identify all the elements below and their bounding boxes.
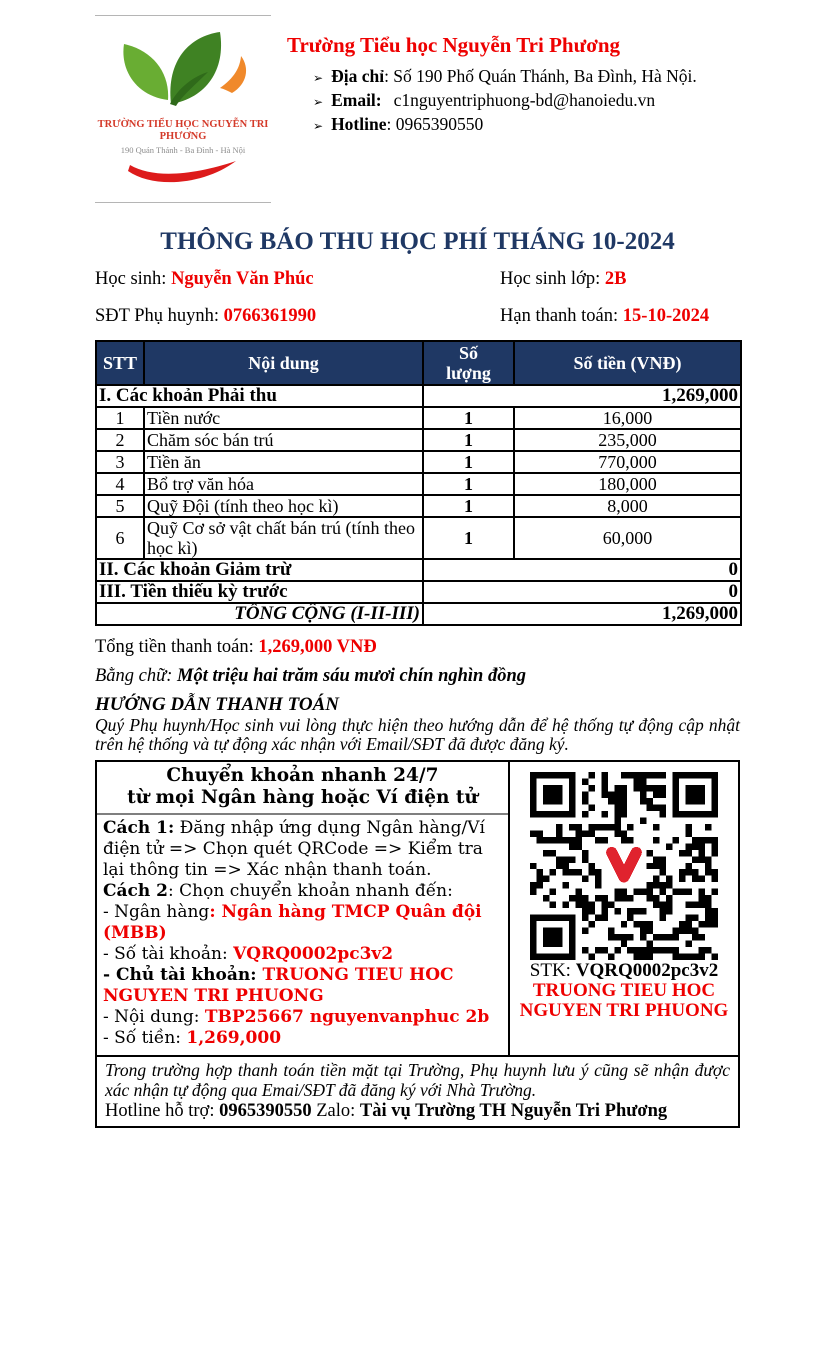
student-info	[95, 269, 740, 327]
page-title: THÔNG BÁO THU HỌC PHÍ THÁNG 10-2024	[160, 228, 675, 255]
payment-box	[95, 760, 740, 1128]
email-label: Email:	[331, 90, 382, 110]
table-row: 4 Bổ trợ văn hóa 1 180,000	[96, 473, 741, 495]
hotline-row	[313, 113, 739, 137]
hotline-value: : 0965390550	[386, 114, 484, 134]
section1-label: I. Các khoản Phải thu	[96, 385, 423, 407]
contact-list	[287, 65, 739, 137]
total-row	[96, 603, 741, 625]
qr-stk-line: STK: VQRQ0002pc3v2	[529, 960, 719, 981]
student-name-line: Học sinh: Nguyễn Văn Phúc	[95, 269, 314, 289]
arrow-bullet-icon: ➢	[313, 95, 324, 109]
account-holder-value: TRUONG TIEU HOC NGUYEN TRI PHUONG	[103, 965, 454, 1006]
transfer-amount-value: 1,269,000	[186, 1028, 282, 1048]
due-date-value: 15-10-2024	[622, 306, 710, 326]
table-row: 6 Quỹ Cơ sở vật chất bán trú (tính theo học kì) 1 60,000	[96, 517, 741, 559]
student-name-value: Nguyễn Văn Phúc	[171, 269, 314, 289]
total-label: TỔNG CỘNG (I-II-III)	[96, 603, 423, 625]
payment-guide-title: HƯỚNG DẪN THANH TOÁN	[95, 694, 339, 715]
bank-line: - Ngân hàng: Ngân hàng TMCP Quân đội (MBB)	[103, 902, 482, 943]
qr-stk-value: VQRQ0002pc3v2	[575, 960, 719, 981]
school-logo	[95, 15, 271, 203]
col-header-content: Nội dung	[144, 341, 423, 385]
logo-school-name: TRƯỜNG TIỂU HỌC NGUYỄN TRI PHƯƠNG	[97, 119, 269, 142]
col-header-stt: STT	[96, 341, 144, 385]
account-number-value: VQRQ0002pc3v2	[233, 944, 394, 964]
school-info	[287, 15, 739, 203]
arrow-bullet-icon: ➢	[313, 71, 324, 85]
bank-value: : Ngân hàng TMCP Quân đội (MBB)	[103, 902, 482, 943]
table-row: 5 Quỹ Đội (tính theo học kì) 1 8,000	[96, 495, 741, 517]
table-header-row	[96, 341, 741, 385]
document-content	[95, 0, 740, 1128]
parent-phone-value: 0766361990	[223, 306, 317, 326]
due-date-line: Hạn thanh toán: 15-10-2024	[500, 306, 710, 326]
payment-box-body	[97, 815, 508, 1055]
hotline-label: Hotline	[331, 114, 387, 134]
section2-amount: 0	[423, 559, 741, 581]
qr-holder-name: TRUONG TIEU HOC NGUYEN TRI PHUONG	[519, 980, 729, 1021]
account-line: - Số tài khoản: VQRQ0002pc3v2	[103, 944, 394, 964]
fee-table	[95, 340, 742, 626]
parent-phone-line: SĐT Phụ huynh: 0766361990	[95, 306, 317, 326]
logo-swoosh-icon	[124, 159, 242, 185]
arrow-bullet-icon: ➢	[313, 119, 324, 133]
document-header	[95, 15, 740, 203]
col-header-qty: Số lượng	[423, 341, 514, 385]
logo-leaves-icon	[108, 26, 258, 114]
support-hotline-line: Hotline hỗ trợ: 0965390550 Zalo: Tài vụ Trường TH Nguyễn Tri Phương	[105, 1101, 668, 1121]
method2-line: Cách 2: Chọn chuyển khoản nhanh đến:	[103, 881, 453, 901]
logo-address: 190 Quán Thánh - Ba Đình - Hà Nội	[120, 145, 246, 155]
table-row: 2 Chăm sóc bán trú 1 235,000	[96, 429, 741, 451]
support-hotline-value: 0965390550	[219, 1101, 312, 1121]
section3-amount: 0	[423, 581, 741, 603]
holder-line: - Chủ tài khoản: TRUONG TIEU HOC NGUYEN TRI PHUONG	[103, 965, 454, 1006]
email-row	[313, 89, 739, 113]
school-name: Trường Tiểu học Nguyễn Tri Phương	[287, 33, 620, 57]
payment-instructions	[97, 762, 510, 1055]
qr-code	[530, 772, 718, 960]
total-payment-value: 1,269,000 VNĐ	[258, 637, 377, 657]
method1-line: Cách 1: Đăng nhập ứng dụng Ngân hàng/Ví điện tử => Chọn quét QRCode => Kiểm tra lại thông tin => Xác nhận thanh toán.	[103, 818, 485, 880]
zalo-contact-value: Tài vụ Trường TH Nguyễn Tri Phương	[359, 1101, 668, 1121]
table-row: 3 Tiền ăn 1 770,000	[96, 451, 741, 473]
student-class-value: 2B	[604, 269, 627, 289]
address-value: : Số 190 Phố Quán Thánh, Ba Đình, Hà Nội.	[384, 66, 697, 86]
amount-in-words-value: Một triệu hai trăm sáu mươi chín nghìn đồng	[177, 666, 526, 686]
cash-payment-note	[97, 1055, 738, 1126]
col-header-amount: Số tiền (VNĐ)	[514, 341, 741, 385]
total-amount: 1,269,000	[423, 603, 741, 625]
section-row	[96, 385, 741, 407]
address-label: Địa chỉ	[331, 66, 385, 86]
note-text: Trong trường hợp thanh toán tiền mặt tại Trường, Phụ huynh lưu ý cũng sẽ nhận được xác nhận tự động qua Emai/SĐT đã đăng ký với Nhà Trường.	[105, 1060, 730, 1100]
section-row	[96, 559, 741, 581]
qr-panel	[510, 762, 738, 1055]
student-class-line: Học sinh lớp: 2B	[500, 269, 627, 289]
section1-amount: 1,269,000	[423, 385, 741, 407]
section-row	[96, 581, 741, 603]
payment-guide-text: Quý Phụ huynh/Học sinh vui lòng thực hiện theo hướng dẫn để hệ thống tự động cập nhật trên hệ thống và tự động xác nhận với Email/SĐT đã được đăng ký.	[95, 715, 740, 754]
amount-in-words-line: Bằng chữ: Một triệu hai trăm sáu mươi chín nghìn đồng	[95, 666, 526, 686]
transfer-memo-value: TBP25667 nguyenvanphuc 2b	[204, 1007, 490, 1027]
address-row	[313, 65, 739, 89]
section2-label: II. Các khoản Giảm trừ	[96, 559, 423, 581]
section3-label: III. Tiền thiếu kỳ trước	[96, 581, 423, 603]
memo-line: - Nội dung: TBP25667 nguyenvanphuc 2b	[103, 1007, 490, 1027]
amount-line: - Số tiền: 1,269,000	[103, 1028, 282, 1048]
email-value: c1nguyentriphuong-bd@hanoiedu.vn	[393, 90, 656, 110]
table-row: 1 Tiền nước 1 16,000	[96, 407, 741, 429]
payment-box-title: Chuyển khoản nhanh 24/7 từ mọi Ngân hàng hoặc Ví điện tử	[97, 762, 508, 815]
total-payment-line: Tổng tiền thanh toán: 1,269,000 VNĐ	[95, 637, 377, 657]
